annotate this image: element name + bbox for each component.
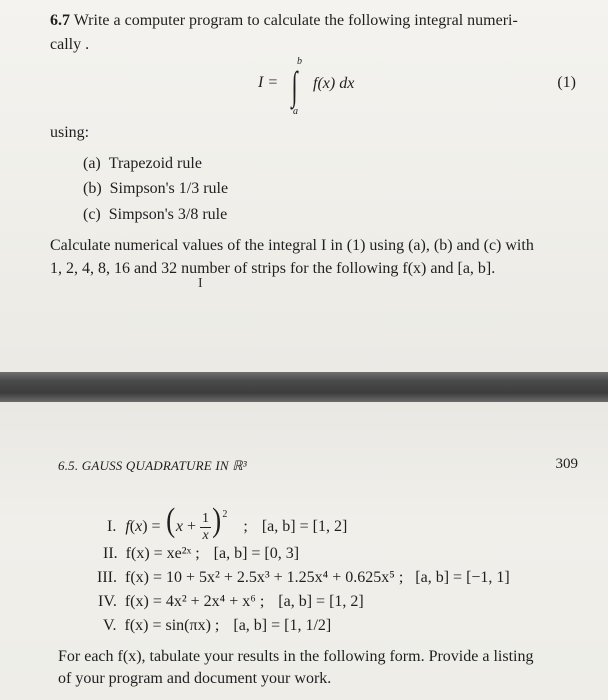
- function-interval: [a, b] = [1, 1/2]: [233, 617, 332, 634]
- function-interval: [a, b] = [1, 2]: [261, 518, 348, 535]
- function-item-3: III. f(x) = 10 + 5x² + 2.5x³ + 1.25x⁴ + 0.625x⁵ ; [a, b] = [−1, 1]: [97, 569, 510, 586]
- problem-intro-cont: cally .: [50, 36, 90, 53]
- function-expr: f(x) = sin(πx): [124, 617, 211, 634]
- method-marker: (a): [83, 155, 101, 172]
- function-expr: f(x) = 10 + 5x² + 2.5x³ + 1.25x⁴ + 0.625x⁵: [124, 569, 395, 586]
- function-interval: [a, b] = [−1, 1]: [415, 569, 510, 586]
- method-text: Trapezoid rule: [108, 155, 202, 172]
- instruction-line-2: 1, 2, 4, 8, 16 and 32 number of strips for the following f(x) and [a, b].: [50, 260, 496, 277]
- problem-line-1: [50, 12, 518, 30]
- closing-line-1: For each f(x), tabulate your results in the following form. Provide a listing: [58, 648, 534, 665]
- function-item-1: I. f(x) = (x + $\frac{1}{x}$ )$^2$ ; [a, b] = [1, 2]: [107, 502, 348, 543]
- integral-symbol: ∫: [291, 63, 298, 108]
- method-text: Simpson's 1/3 rule: [109, 180, 229, 197]
- method-item-c: [83, 206, 227, 224]
- function-numeral: I.: [107, 518, 117, 535]
- function-item-2: II. f(x) = xe²ˣ ; [a, b] = [0, 3]: [103, 545, 300, 562]
- function-numeral: IV.: [98, 593, 117, 610]
- lower-page: [0, 402, 608, 700]
- function-numeral: V.: [103, 617, 117, 634]
- function-interval: [a, b] = [0, 3]: [213, 545, 300, 562]
- function-item-4: IV. f(x) = 4x² + 2x⁴ + x⁶ ; [a, b] = [1, 2]: [98, 593, 364, 610]
- upper-limit: b: [297, 56, 302, 67]
- method-item-a: [83, 155, 202, 173]
- using-label: using:: [50, 124, 90, 141]
- running-header: 6.5. GAUSS QUADRATURE IN ℝ³: [58, 458, 247, 473]
- function-expr: f(x) = 4x² + 2x⁴ + x⁶: [124, 593, 256, 610]
- equation-label: (1): [557, 74, 576, 91]
- method-marker: (c): [83, 206, 101, 223]
- problem-number: 6.7: [50, 12, 70, 29]
- function-expr: f(x) = (x + $\frac{1}{x}$ )$^2$: [125, 502, 228, 543]
- method-marker: (b): [83, 180, 102, 197]
- function-numeral: III.: [97, 569, 117, 586]
- integral-sign: [289, 56, 311, 116]
- equation-lhs: [258, 74, 278, 92]
- page-gutter: [0, 372, 608, 402]
- method-item-b: [83, 180, 228, 198]
- integrand-text: f(x) dx: [313, 75, 355, 92]
- equation-lhs-text: I =: [258, 74, 279, 91]
- function-expr: f(x) = xe²ˣ: [125, 545, 192, 562]
- closing-line-2: of your program and document your work.: [58, 670, 332, 687]
- function-interval: [a, b] = [1, 2]: [278, 593, 364, 610]
- integrand: [313, 75, 354, 93]
- function-item-5: V. f(x) = sin(πx) ; [a, b] = [1, 1/2]: [103, 617, 332, 634]
- lower-limit: a: [293, 106, 298, 117]
- page-number: 309: [555, 456, 578, 472]
- text-cursor-icon: I: [198, 276, 203, 291]
- instruction-line-1: Calculate numerical values of the integral I in (1) using (a), (b) and (c) with: [50, 237, 534, 254]
- problem-intro: Write a computer program to calculate the following integral numeri-: [73, 12, 518, 29]
- function-numeral: II.: [103, 545, 118, 562]
- method-text: Simpson's 3/8 rule: [108, 206, 228, 223]
